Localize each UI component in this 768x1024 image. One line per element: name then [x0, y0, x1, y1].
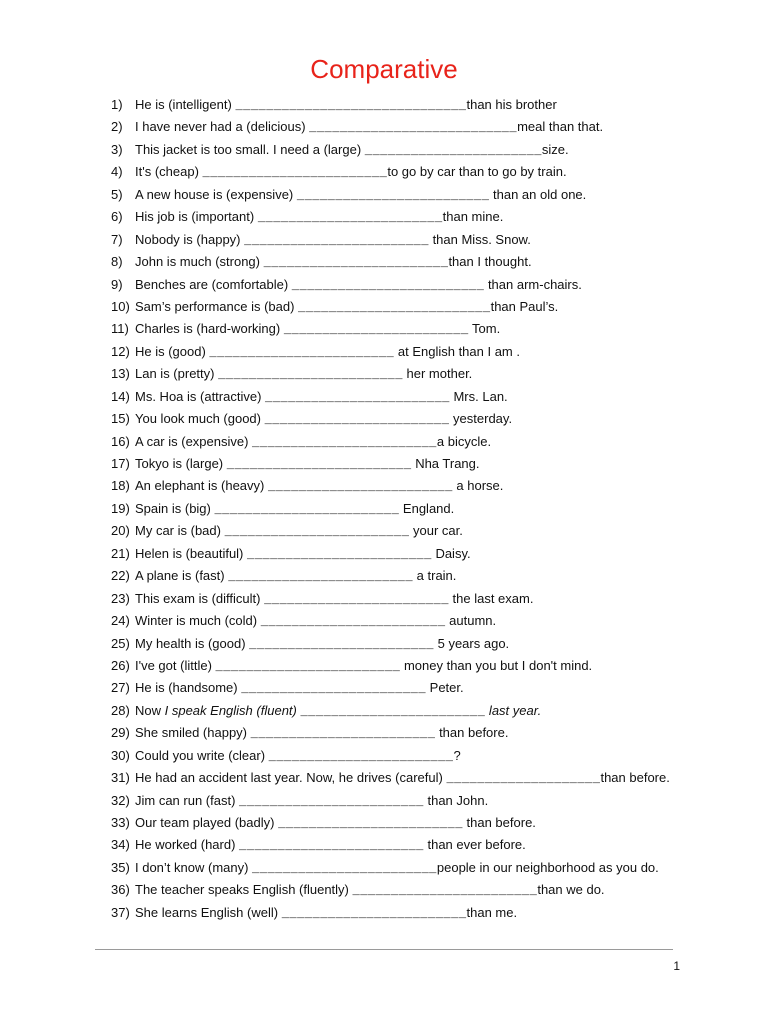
exercise-number: 29): [111, 725, 130, 741]
exercise-item: [111, 677, 751, 699]
answer-blank[interactable]: ________________________: [264, 592, 449, 607]
exercise-prompt: Spain is (big): [135, 500, 215, 516]
exercise-ending: than before.: [462, 815, 536, 830]
exercise-prompt: He is (handsome): [135, 680, 242, 696]
answer-blank[interactable]: ________________________: [249, 637, 434, 652]
exercise-ending: than I thought.: [448, 254, 532, 270]
exercise-ending: 5 years ago.: [434, 635, 510, 651]
exercise-prompt: He is (good): [135, 343, 210, 359]
answer-blank[interactable]: ________________________: [244, 233, 429, 248]
exercise-prompt: Nobody is (happy): [135, 231, 245, 247]
answer-blank[interactable]: ________________________: [228, 570, 414, 585]
exercise-item: [111, 565, 751, 587]
exercise-ending: a horse.: [452, 478, 504, 494]
exercise-ending: Tom.: [468, 321, 501, 337]
exercise-prompt: This jacket is too small. I need a (large): [135, 141, 365, 157]
answer-blank[interactable]: ________________________: [268, 749, 454, 764]
answer-blank[interactable]: ___________________________: [309, 121, 518, 136]
exercise-item: [111, 184, 751, 206]
exercise-number: 27): [111, 680, 130, 696]
exercise-ending: than we do.: [537, 882, 605, 898]
exercise-list: [111, 94, 751, 924]
exercise-ending: her mother.: [402, 366, 473, 382]
exercise-ending: money than you but I don't mind.: [400, 657, 593, 673]
answer-blank[interactable]: ________________________: [209, 345, 395, 360]
exercise-prompt: A plane is (fast): [135, 568, 229, 584]
answer-blank[interactable]: ________________________: [224, 525, 410, 540]
exercise-number: 2): [111, 119, 123, 135]
answer-blank[interactable]: ________________________: [214, 502, 400, 517]
exercise-number: 9): [111, 276, 123, 292]
exercise-ending: than before.: [435, 725, 509, 741]
exercise-prompt: She smiled (happy): [135, 725, 251, 741]
answer-blank[interactable]: ________________________: [252, 435, 437, 450]
answer-blank[interactable]: ________________________: [226, 458, 412, 472]
answer-blank[interactable]: ____________________: [446, 772, 601, 787]
answer-blank[interactable]: ________________________: [260, 615, 446, 630]
answer-blank[interactable]: ________________________: [300, 704, 486, 719]
exercise-ending: than his brother: [466, 97, 557, 112]
exercise-ending: England.: [399, 500, 455, 516]
exercise-prompt: A car is (expensive): [135, 433, 253, 449]
exercise-item: [111, 633, 751, 655]
exercise-number: 3): [111, 141, 123, 157]
exercise-item: [111, 722, 751, 744]
exercise-number: 6): [111, 209, 123, 225]
exercise-item: [111, 588, 751, 610]
answer-blank[interactable]: _________________________: [298, 300, 491, 315]
exercise-item: [111, 700, 751, 722]
exercise-prompt: Winter is much (cold): [135, 613, 261, 629]
exercise-ending: meal than that.: [517, 119, 604, 135]
exercise-item: [111, 251, 751, 273]
exercise-item: [111, 498, 751, 520]
exercise-prompt: Helen is (beautiful): [135, 545, 247, 561]
exercise-number: 14): [111, 388, 130, 404]
exercise-ending: autumn.: [445, 613, 497, 629]
exercise-ending: people in our neighborhood as you do.: [436, 859, 659, 875]
exercise-prompt: He worked (hard): [135, 837, 240, 853]
exercise-number: 32): [111, 792, 130, 808]
exercise-number: 18): [111, 478, 130, 494]
exercise-number: 26): [111, 657, 130, 673]
exercise-item: [111, 745, 751, 767]
answer-blank[interactable]: ________________________: [267, 480, 453, 495]
answer-blank[interactable]: ________________________: [264, 413, 450, 428]
exercise-number: 36): [111, 882, 130, 898]
exercise-number: 17): [111, 456, 130, 471]
exercise-item: [111, 431, 751, 453]
exercise-item: [111, 94, 751, 116]
exercise-item: [111, 475, 751, 497]
exercise-item: [111, 274, 751, 296]
answer-blank[interactable]: ________________________: [239, 839, 424, 854]
answer-blank[interactable]: ________________________: [250, 727, 436, 742]
exercise-prompt: John is much (strong): [135, 254, 264, 270]
exercise-ending: yesterday.: [449, 411, 513, 427]
exercise-ending: your car.: [409, 523, 463, 539]
exercise-prompt: Jim can run (fast): [135, 792, 240, 808]
exercise-prompt: You look much (good): [135, 411, 265, 427]
exercise-ending: than me.: [466, 904, 518, 920]
exercise-number: 25): [111, 635, 130, 651]
answer-blank[interactable]: ______________________________: [235, 99, 467, 113]
exercise-number: 22): [111, 568, 130, 584]
footer-divider: [95, 949, 673, 950]
exercise-prompt: Could you write (clear): [135, 747, 269, 763]
exercise-prompt: My car is (bad): [135, 523, 225, 539]
exercise-number: 5): [111, 186, 123, 202]
exercise-prompt: My health is (good): [135, 635, 250, 651]
answer-blank[interactable]: _________________________: [291, 278, 485, 293]
answer-blank[interactable]: ________________________: [265, 390, 450, 405]
exercise-number: 35): [111, 859, 130, 875]
exercise-item: [111, 229, 751, 251]
exercise-prompt: Ms. Hoa is (attractive): [135, 388, 266, 404]
exercise-number: 11): [111, 321, 129, 337]
exercise-number: 13): [111, 366, 130, 382]
exercise-ending: size.: [541, 141, 569, 157]
exercise-item: [111, 386, 751, 408]
answer-blank[interactable]: ________________________: [241, 682, 427, 697]
exercise-ending: the last exam.: [448, 590, 534, 606]
exercise-item: [111, 610, 751, 632]
exercise-number: 28): [111, 702, 130, 718]
exercise-number: 4): [111, 164, 123, 180]
exercise-item: [111, 296, 751, 318]
exercise-number: 12): [111, 343, 130, 359]
exercise-item: [111, 139, 751, 161]
exercise-ending-italic: last year.: [485, 702, 542, 718]
exercise-ending: than arm-chairs.: [484, 276, 582, 292]
exercise-prompt: Benches are (comfortable): [135, 276, 292, 292]
exercise-number: 37): [111, 904, 130, 920]
exercise-number: 30): [111, 747, 130, 763]
exercise-number: 20): [111, 523, 130, 539]
exercise-number: 33): [111, 815, 130, 830]
exercise-ending: at English than I am .: [394, 343, 520, 359]
exercise-prompt: I have never had a (delicious): [135, 119, 310, 135]
exercise-ending: Daisy.: [431, 545, 471, 561]
exercise-prompt: Now: [135, 702, 165, 718]
exercise-item: [111, 341, 751, 363]
exercise-number: 34): [111, 837, 130, 853]
exercise-number: 1): [111, 97, 123, 112]
exercise-number: 24): [111, 613, 130, 629]
exercise-prompt: His job is (important): [135, 209, 258, 225]
exercise-item: [111, 408, 751, 430]
answer-blank[interactable]: ________________________: [278, 817, 463, 831]
answer-blank[interactable]: ________________________: [257, 211, 443, 226]
exercise-prompt: An elephant is (heavy): [135, 478, 268, 494]
exercise-item: [111, 767, 751, 789]
exercise-number: 15): [111, 411, 130, 427]
exercise-item: [111, 857, 751, 879]
exercise-prompt: Lan is (pretty): [135, 366, 219, 382]
answer-blank[interactable]: ________________________: [247, 547, 432, 562]
answer-blank[interactable]: ________________________: [215, 659, 401, 674]
answer-blank[interactable]: ________________________: [283, 323, 469, 338]
exercise-prompt: Sam’s performance is (bad): [135, 298, 299, 314]
exercise-number: 31): [111, 770, 130, 786]
exercise-prompt-italic: I speak English (fluent): [164, 702, 301, 718]
page-number: 1: [673, 959, 680, 973]
exercise-item: [111, 318, 751, 340]
answer-blank[interactable]: ________________________: [352, 884, 538, 899]
exercise-prompt: He had an accident last year. Now, he drives (careful): [135, 770, 447, 786]
exercise-item: [111, 655, 751, 677]
exercise-prompt: It's (cheap): [135, 164, 203, 180]
exercise-ending: than before.: [600, 770, 670, 786]
exercise-ending: to go by car than to go by train.: [387, 164, 567, 180]
exercise-ending: ?: [453, 747, 461, 763]
exercise-number: 21): [111, 545, 130, 561]
exercise-ending: Mrs. Lan.: [449, 388, 508, 404]
exercise-prompt: Our team played (badly): [135, 815, 279, 830]
exercise-item: [111, 902, 751, 924]
answer-blank[interactable]: ________________________: [252, 861, 437, 876]
exercise-ending: than mine.: [442, 209, 504, 225]
exercise-ending: than John.: [423, 792, 489, 808]
answer-blank[interactable]: ________________________: [202, 166, 388, 181]
exercise-item: [111, 812, 751, 834]
exercise-item: [111, 116, 751, 138]
exercise-item: [111, 520, 751, 542]
exercise-item: [111, 543, 751, 565]
exercise-ending: Peter.: [426, 680, 464, 696]
exercise-prompt: I've got (little): [135, 657, 216, 673]
exercise-item: [111, 363, 751, 385]
exercise-prompt: I don’t know (many): [135, 859, 253, 875]
exercise-prompt: Charles is (hard-working): [135, 321, 284, 337]
exercise-item: [111, 879, 751, 901]
exercise-number: 23): [111, 590, 130, 606]
exercise-number: 8): [111, 254, 123, 270]
answer-blank[interactable]: _________________________: [296, 188, 490, 203]
answer-blank[interactable]: _______________________: [364, 143, 542, 158]
exercise-ending: than Miss. Snow.: [428, 231, 531, 247]
exercise-item: [111, 453, 751, 475]
exercise-ending: than ever before.: [423, 837, 526, 853]
exercise-prompt: A new house is (expensive): [135, 186, 297, 202]
exercise-number: 19): [111, 500, 130, 516]
answer-blank[interactable]: ________________________: [263, 256, 449, 271]
exercise-ending: than an old one.: [489, 186, 587, 202]
exercise-item: [111, 834, 751, 856]
answer-blank[interactable]: ________________________: [218, 368, 403, 383]
exercise-number: 16): [111, 433, 130, 449]
exercise-number: 10): [111, 298, 130, 314]
exercise-item: [111, 790, 751, 812]
exercise-prompt: Tokyo is (large): [135, 456, 227, 471]
exercise-number: 7): [111, 231, 123, 247]
exercise-prompt: The teacher speaks English (fluently): [135, 882, 353, 898]
answer-blank[interactable]: ________________________: [239, 794, 424, 809]
exercise-prompt: She learns English (well): [135, 904, 282, 920]
exercise-ending: than Paul’s.: [490, 298, 559, 314]
exercise-item: [111, 206, 751, 228]
page-title: Comparative: [310, 54, 458, 85]
exercise-prompt: This exam is (difficult): [135, 590, 265, 606]
answer-blank[interactable]: ________________________: [281, 906, 467, 921]
exercise-ending: a train.: [413, 568, 457, 584]
exercise-ending: Nha Trang.: [411, 456, 480, 471]
exercise-ending: a bicycle.: [436, 433, 492, 449]
exercise-prompt: He is (intelligent): [135, 97, 236, 112]
exercise-item: [111, 161, 751, 183]
